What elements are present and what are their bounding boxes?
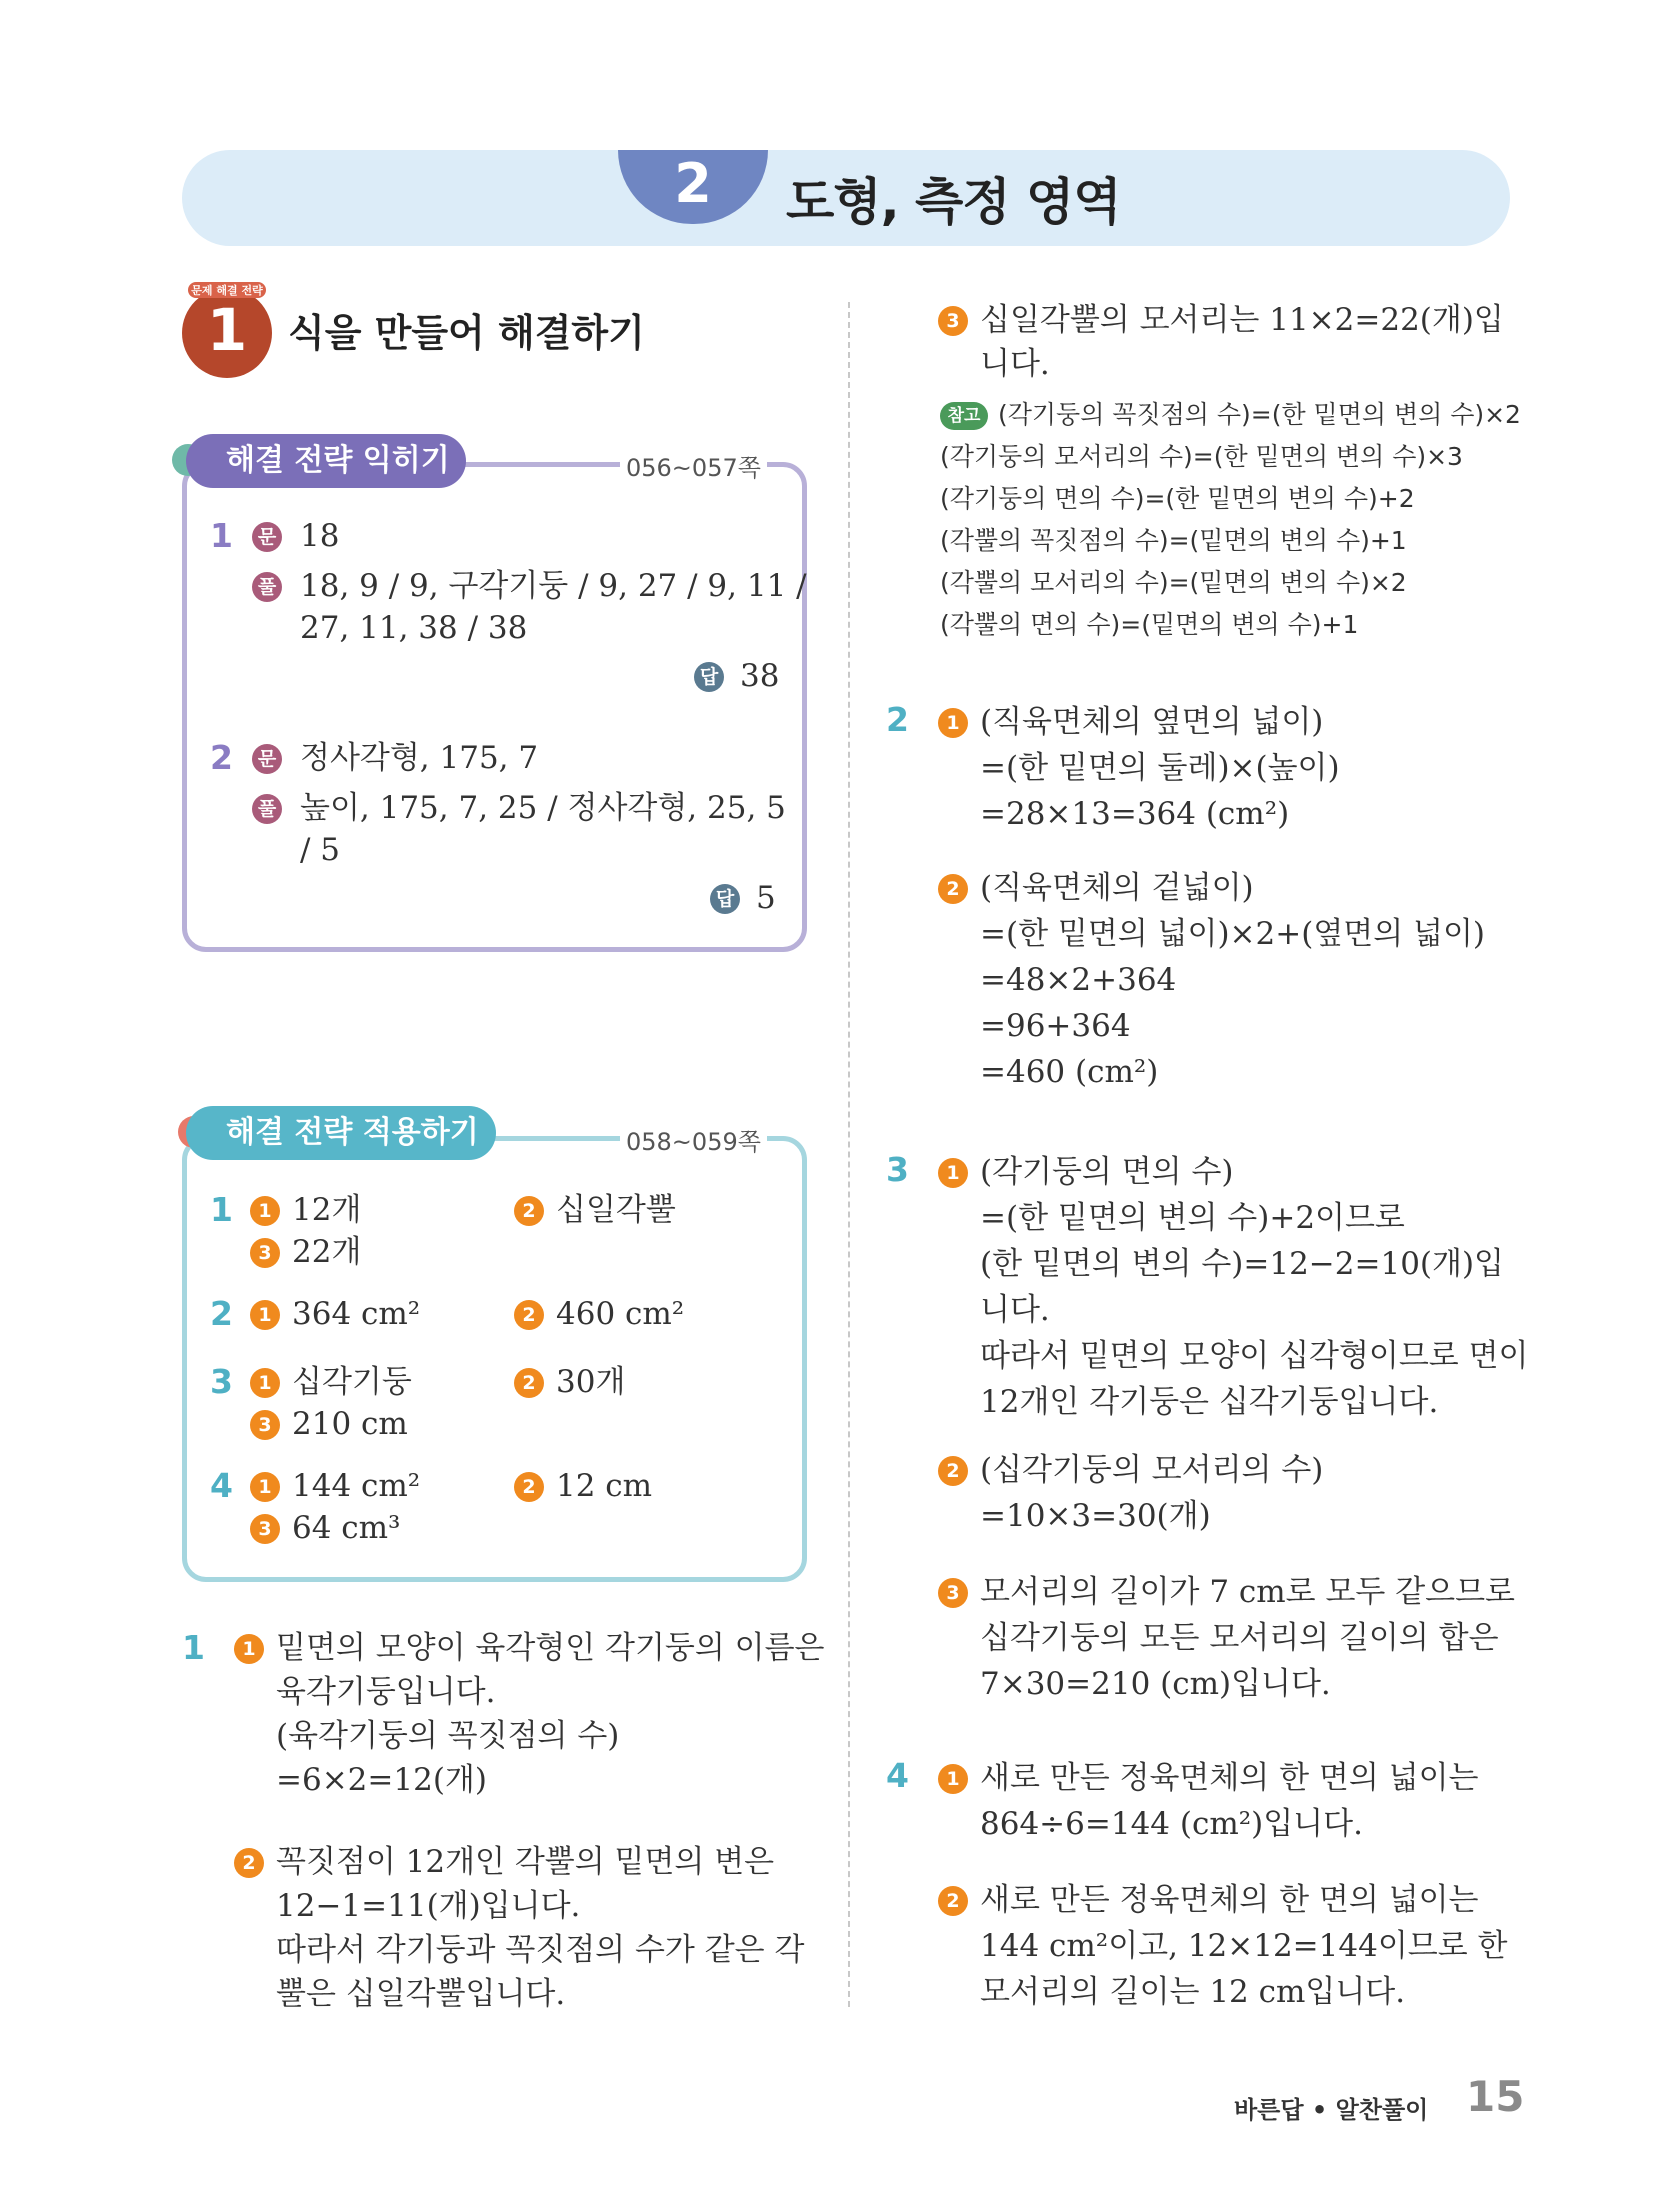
solution-line: 새로 만든 정육면체의 한 면의 넓이는 <box>980 1760 1479 1796</box>
solution-line: 864÷6=144 (cm²)입니다. <box>980 1806 1363 1842</box>
answer-text: 22개 <box>292 1234 362 1270</box>
answer-text: 십각기둥 <box>292 1364 412 1400</box>
note-line: (각기둥의 모서리의 수)=(한 밑면의 변의 수)×3 <box>940 442 1463 471</box>
problem-number: 2 <box>886 700 909 739</box>
answer-text: 12개 <box>292 1192 362 1228</box>
answer-text: 144 cm² <box>292 1468 421 1504</box>
solution-line: 십일각뿔의 모서리는 11×2=22(개)입 <box>980 302 1504 338</box>
column-divider <box>848 302 850 2007</box>
dap-text: 5 <box>756 880 776 916</box>
answer-text: 12 cm <box>556 1468 653 1504</box>
sub-number-icon: 2 <box>514 1472 544 1502</box>
pul-text: 27, 11, 38 / 38 <box>300 610 528 646</box>
strategy-learn-ribbon: 해결 전략 익히기 <box>186 434 466 488</box>
sub-number-icon: 2 <box>938 1886 968 1916</box>
problem-number: 2 <box>210 1294 233 1333</box>
solution-line: 모서리의 길이가 7 cm로 모두 같으므로 <box>980 1574 1515 1610</box>
solution-line: 따라서 밑면의 모양이 십각형이므로 면이 <box>980 1338 1529 1374</box>
sub-number-icon: 2 <box>514 1368 544 1398</box>
section-badge-caption: 문제 해결 전략 <box>188 282 266 298</box>
note-line: (각기둥의 꼭짓점의 수)=(한 밑면의 변의 수)×2 <box>998 400 1521 429</box>
mun-text: 정사각형, 175, 7 <box>300 740 539 776</box>
note-line: (각뿔의 모서리의 수)=(밑면의 변의 수)×2 <box>940 568 1407 597</box>
solution-line: (한 밑면의 변의 수)=12−2=10(개)입 <box>980 1246 1504 1282</box>
answer-text: 460 cm² <box>556 1296 685 1332</box>
note-line: (각뿔의 면의 수)=(밑면의 변의 수)+1 <box>940 610 1359 639</box>
problem-number: 1 <box>182 1628 205 1667</box>
note-line: (각기둥의 면의 수)=(한 밑면의 변의 수)+2 <box>940 484 1415 513</box>
solution-line: 십각기둥의 모든 모서리의 길이의 합은 <box>980 1620 1499 1656</box>
solution-line: (직육면체의 옆면의 넓이) <box>980 704 1324 740</box>
solution-line: 새로 만든 정육면체의 한 면의 넓이는 <box>980 1882 1479 1918</box>
solution-line: (육각기둥의 꼭짓점의 수) <box>276 1718 620 1754</box>
solution-line: 육각기둥입니다. <box>276 1674 496 1710</box>
page-reference: 056~057쪽 <box>620 448 767 483</box>
pul-text: 높이, 175, 7, 25 / 정사각형, 25, 5 <box>300 790 786 826</box>
sub-number-icon: 3 <box>938 1578 968 1608</box>
answer-text: 364 cm² <box>292 1296 421 1332</box>
strategy-apply-ribbon: 해결 전략 적용하기 <box>186 1106 496 1160</box>
answer-text: 30개 <box>556 1364 626 1400</box>
solution-line: 7×30=210 (cm)입니다. <box>980 1666 1331 1702</box>
mun-label-icon: 문 <box>252 522 282 552</box>
solution-line: =48×2+364 <box>980 962 1177 998</box>
chapter-number: 2 <box>674 152 712 215</box>
solution-line: =28×13=364 (cm²) <box>980 796 1290 832</box>
section-number: 1 <box>206 296 248 364</box>
problem-number: 4 <box>886 1756 909 1795</box>
solution-line: 따라서 각기둥과 꼭짓점의 수가 같은 각 <box>276 1932 805 1968</box>
sub-number-icon: 1 <box>938 1764 968 1794</box>
solution-line: 12−1=11(개)입니다. <box>276 1888 581 1924</box>
solution-line: =(한 밑면의 변의 수)+2이므로 <box>980 1200 1405 1236</box>
sub-number-icon: 3 <box>250 1238 280 1268</box>
solution-line: =96+364 <box>980 1008 1131 1044</box>
book-label: 바른답 • 알찬풀이 <box>1234 2096 1429 2124</box>
sub-number-icon: 1 <box>250 1196 280 1226</box>
solution-line: (직육면체의 겉넓이) <box>980 870 1254 906</box>
problem-number: 3 <box>886 1150 909 1189</box>
sub-number-icon: 2 <box>938 1456 968 1486</box>
sub-number-icon: 1 <box>250 1368 280 1398</box>
solution-line: 니다. <box>980 1292 1050 1328</box>
page-reference: 058~059쪽 <box>620 1122 767 1157</box>
solution-line: =460 (cm²) <box>980 1054 1159 1090</box>
solution-line: 모서리의 길이는 12 cm입니다. <box>980 1974 1406 2010</box>
problem-number: 3 <box>210 1362 233 1401</box>
sub-number-icon: 2 <box>234 1848 264 1878</box>
note-line: (각뿔의 꼭짓점의 수)=(밑면의 변의 수)+1 <box>940 526 1407 555</box>
sub-number-icon: 1 <box>234 1634 264 1664</box>
answer-text: 64 cm³ <box>292 1510 401 1546</box>
problem-number: 1 <box>210 1190 233 1229</box>
sub-number-icon: 3 <box>938 306 968 336</box>
chapter-title: 도형, 측정 영역 <box>786 173 1121 231</box>
solution-line: 144 cm²이고, 12×12=144이므로 한 <box>980 1928 1508 1964</box>
solution-line: (십각기둥의 모서리의 수) <box>980 1452 1324 1488</box>
solution-line: 12개인 각기둥은 십각기둥입니다. <box>980 1384 1439 1420</box>
solution-line: 뿔은 십일각뿔입니다. <box>276 1976 566 2012</box>
solution-line: 밑면의 모양이 육각형인 각기둥의 이름은 <box>276 1630 825 1666</box>
dap-label-icon: 답 <box>694 662 724 692</box>
answer-text: 십일각뿔 <box>556 1192 676 1228</box>
sub-number-icon: 1 <box>250 1300 280 1330</box>
mun-text: 18 <box>300 518 340 554</box>
solution-line: =6×2=12(개) <box>276 1762 487 1798</box>
solution-line: 니다. <box>980 346 1050 382</box>
pul-label-icon: 풀 <box>252 794 282 824</box>
sub-number-icon: 2 <box>514 1196 544 1226</box>
solution-line: =(한 밑면의 넓이)×2+(옆면의 넓이) <box>980 916 1485 952</box>
solution-line: 꼭짓점이 12개인 각뿔의 밑면의 변은 <box>276 1844 775 1880</box>
problem-number: 1 <box>210 516 233 555</box>
page-number: 15 <box>1466 2072 1525 2121</box>
solution-line: =10×3=30(개) <box>980 1498 1211 1534</box>
dap-text: 38 <box>740 658 780 694</box>
sub-number-icon: 2 <box>938 874 968 904</box>
sub-number-icon: 3 <box>250 1410 280 1440</box>
section-title: 식을 만들어 해결하기 <box>288 311 645 355</box>
sub-number-icon: 1 <box>250 1472 280 1502</box>
solution-line: =(한 밑면의 둘레)×(높이) <box>980 750 1340 786</box>
pul-label-icon: 풀 <box>252 572 282 602</box>
sub-number-icon: 2 <box>514 1300 544 1330</box>
pul-text: / 5 <box>300 832 341 868</box>
mun-label-icon: 문 <box>252 744 282 774</box>
solution-line: (각기둥의 면의 수) <box>980 1154 1234 1190</box>
pul-text: 18, 9 / 9, 구각기둥 / 9, 27 / 9, 11 / <box>300 568 807 604</box>
sub-number-icon: 3 <box>250 1514 280 1544</box>
sub-number-icon: 1 <box>938 1158 968 1188</box>
sub-number-icon: 1 <box>938 708 968 738</box>
problem-number: 4 <box>210 1466 233 1505</box>
problem-number: 2 <box>210 738 233 777</box>
dap-label-icon: 답 <box>710 884 740 914</box>
answer-text: 210 cm <box>292 1406 408 1442</box>
note-label-icon: 참고 <box>940 402 988 430</box>
